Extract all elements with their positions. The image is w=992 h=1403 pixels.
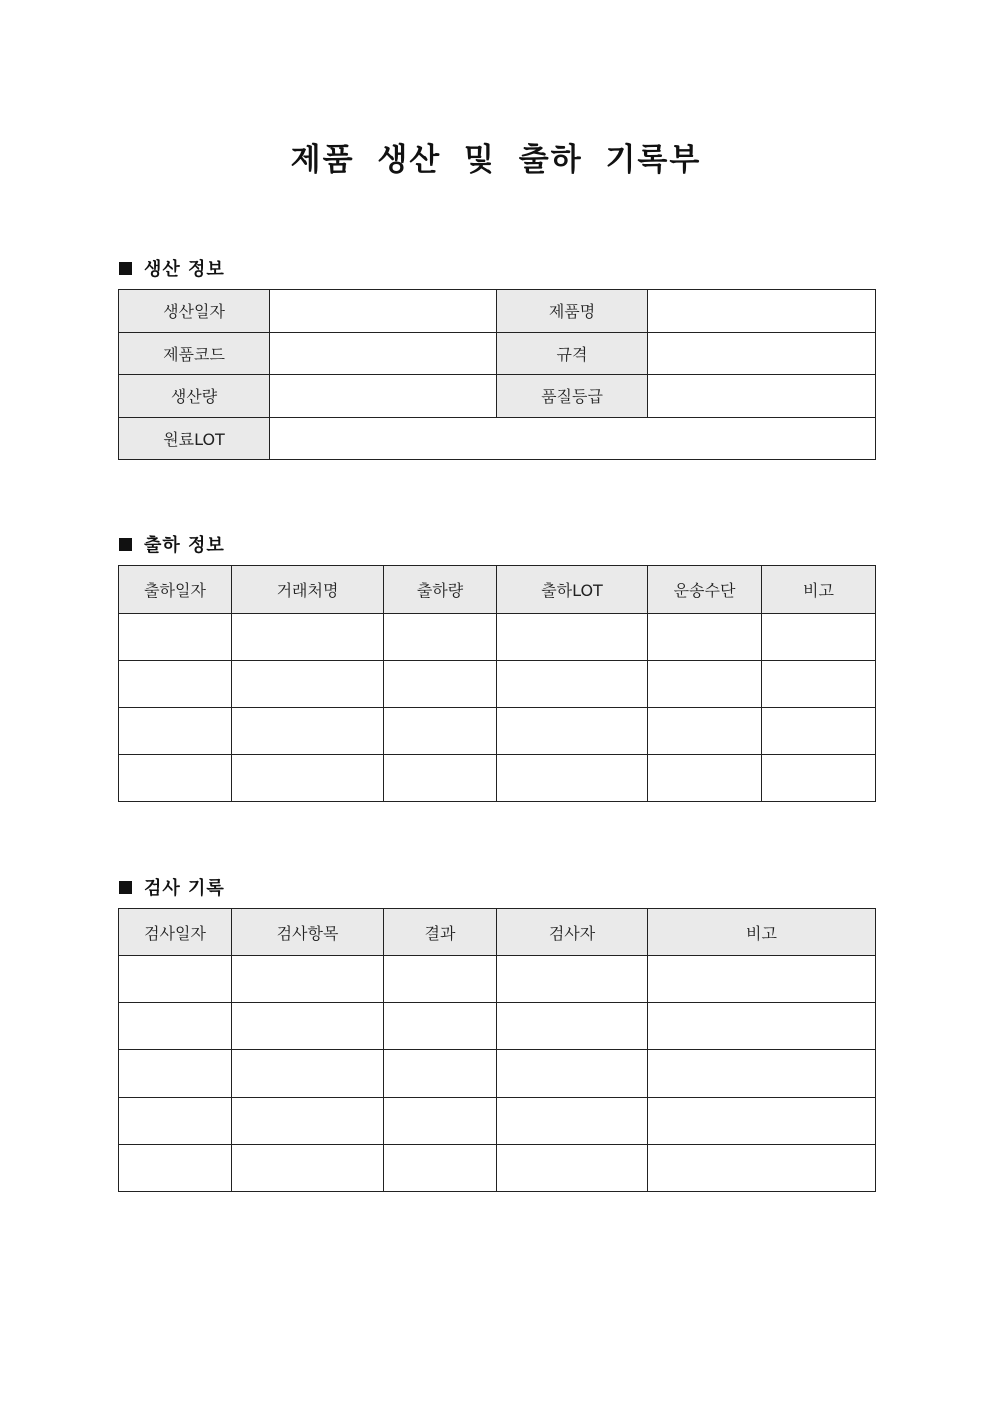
table-cell[interactable]	[232, 1003, 384, 1050]
table-row	[119, 375, 876, 418]
production-heading-label: 생산 정보	[144, 259, 225, 280]
column-header: 결과	[384, 909, 497, 956]
table-cell[interactable]	[119, 755, 232, 802]
table-row	[119, 417, 876, 460]
table-cell[interactable]	[119, 1050, 232, 1097]
table-cell[interactable]	[119, 1144, 232, 1191]
table-cell[interactable]	[119, 708, 232, 755]
table-cell[interactable]	[384, 1050, 497, 1097]
table-row	[119, 290, 876, 333]
table-row	[119, 1003, 876, 1050]
table-cell[interactable]	[232, 1144, 384, 1191]
table-row	[119, 956, 876, 1003]
table-cell[interactable]	[384, 708, 497, 755]
table-cell[interactable]	[232, 661, 384, 708]
spec-label: 규격	[497, 332, 648, 375]
table-cell[interactable]	[119, 1097, 232, 1144]
production-date-label: 생산일자	[119, 290, 270, 333]
table-cell[interactable]	[119, 614, 232, 661]
table-cell[interactable]	[762, 661, 876, 708]
production-date-field[interactable]	[270, 290, 497, 333]
material-lot-label: 원료LOT	[119, 417, 270, 460]
inspection-record-table	[118, 908, 876, 1192]
table-cell[interactable]	[648, 1144, 876, 1191]
quantity-field[interactable]	[270, 375, 497, 418]
product-code-field[interactable]	[270, 332, 497, 375]
table-cell[interactable]	[648, 1050, 876, 1097]
table-cell[interactable]	[497, 1003, 648, 1050]
table-cell[interactable]	[497, 956, 648, 1003]
table-cell[interactable]	[384, 1003, 497, 1050]
page-title: 제품 생산 및 출하 기록부	[290, 142, 702, 178]
table-cell[interactable]	[648, 614, 762, 661]
table-cell[interactable]	[232, 614, 384, 661]
table-cell[interactable]	[497, 708, 648, 755]
square-bullet-icon	[119, 538, 132, 551]
product-name-label: 제품명	[497, 290, 648, 333]
square-bullet-icon	[119, 262, 132, 275]
table-cell[interactable]	[119, 956, 232, 1003]
table-cell[interactable]	[232, 1050, 384, 1097]
table-row	[119, 661, 876, 708]
inspection-heading-label: 검사 기록	[144, 878, 225, 899]
table-cell[interactable]	[497, 1050, 648, 1097]
table-cell[interactable]	[232, 755, 384, 802]
table-cell[interactable]	[497, 614, 648, 661]
shipment-section-heading	[119, 531, 225, 557]
column-header: 검사일자	[119, 909, 232, 956]
table-row	[119, 1144, 876, 1191]
grade-label: 품질등급	[497, 375, 648, 418]
table-cell[interactable]	[497, 1097, 648, 1144]
table-cell[interactable]	[384, 1097, 497, 1144]
column-header: 거래처명	[232, 566, 384, 614]
table-cell[interactable]	[648, 1003, 876, 1050]
table-header-row	[119, 566, 876, 614]
table-cell[interactable]	[648, 956, 876, 1003]
table-cell[interactable]	[648, 755, 762, 802]
shipment-heading-label: 출하 정보	[144, 535, 225, 556]
table-row	[119, 614, 876, 661]
table-cell[interactable]	[497, 661, 648, 708]
table-row	[119, 1097, 876, 1144]
table-row	[119, 1050, 876, 1097]
table-cell[interactable]	[762, 614, 876, 661]
table-cell[interactable]	[384, 614, 497, 661]
spec-field[interactable]	[648, 332, 876, 375]
table-cell[interactable]	[384, 956, 497, 1003]
table-cell[interactable]	[232, 956, 384, 1003]
table-cell[interactable]	[648, 708, 762, 755]
table-cell[interactable]	[762, 755, 876, 802]
column-header: 출하LOT	[497, 566, 648, 614]
table-header-row	[119, 909, 876, 956]
table-row	[119, 332, 876, 375]
table-cell[interactable]	[232, 708, 384, 755]
column-header: 운송수단	[648, 566, 762, 614]
table-row	[119, 708, 876, 755]
product-name-field[interactable]	[648, 290, 876, 333]
column-header: 비고	[762, 566, 876, 614]
table-cell[interactable]	[648, 661, 762, 708]
column-header: 검사자	[497, 909, 648, 956]
table-cell[interactable]	[497, 755, 648, 802]
table-cell[interactable]	[384, 755, 497, 802]
table-cell[interactable]	[232, 1097, 384, 1144]
column-header: 비고	[648, 909, 876, 956]
production-section-heading	[119, 255, 225, 281]
material-lot-field[interactable]	[270, 417, 876, 460]
product-code-label: 제품코드	[119, 332, 270, 375]
table-cell[interactable]	[497, 1144, 648, 1191]
column-header: 검사항목	[232, 909, 384, 956]
table-cell[interactable]	[119, 1003, 232, 1050]
grade-field[interactable]	[648, 375, 876, 418]
table-cell[interactable]	[762, 708, 876, 755]
production-info-table	[118, 289, 876, 460]
quantity-label: 생산량	[119, 375, 270, 418]
column-header: 출하량	[384, 566, 497, 614]
inspection-section-heading	[119, 874, 225, 900]
square-bullet-icon	[119, 881, 132, 894]
shipment-info-table	[118, 565, 876, 802]
table-row	[119, 755, 876, 802]
table-cell[interactable]	[384, 661, 497, 708]
table-cell[interactable]	[119, 661, 232, 708]
table-cell[interactable]	[648, 1097, 876, 1144]
column-header: 출하일자	[119, 566, 232, 614]
table-cell[interactable]	[384, 1144, 497, 1191]
